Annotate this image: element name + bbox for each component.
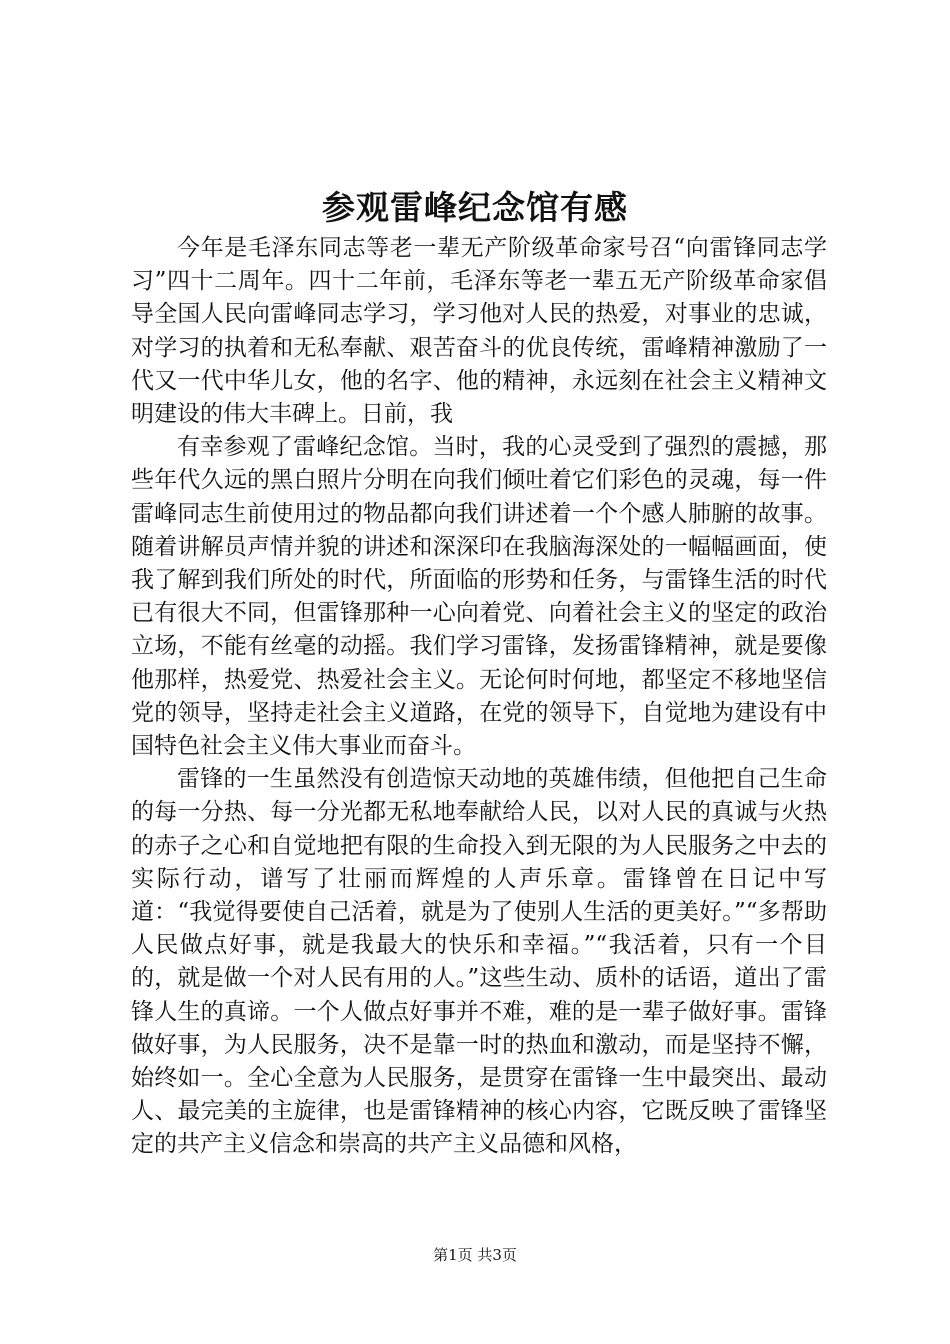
- document-title: 参观雷峰纪念馆有感: [322, 188, 628, 227]
- paragraph: 今年是毛泽东同志等老一辈无产阶级革命家号召“向雷锋同志学习”四十二周年。四十二年前，毛泽东等老一辈五无产阶级革命家倡导全国人民向雷峰同志学习，学习他对人民的热爱，对事业的忠诚，对学习的执着和无私奉献、艰苦奋斗的优良传统，雷峰精神激励了一代又一代中华儿女，他的名字、他的精神，永远刻在社会主义精神文明建设的伟大丰碑上。日前，我: [131, 235, 827, 428]
- page-number-footer: 第1页 共3页: [433, 1246, 517, 1264]
- paragraph: 雷锋的一生虽然没有创造惊天动地的英雄伟绩，但他把自己生命的每一分热、每一分光都无私地奉献给人民，以对人民的真诚与火热的赤子之心和自觉地把有限的生命投入到无限的为人民服务之中去的实际行动，谱写了壮丽而辉煌的人声乐章。雷锋曾在日记中写道：“我觉得要使自己活着，就是为了使别人生活的更美好。”“多帮助人民做点好事，就是我最大的快乐和幸福。”“我活着，只有一个目的，就是做一个对人民有用的人。”这些生动、质朴的话语，道出了雷锋人生的真谛。一个人做点好事并不难，难的是一辈子做好事。雷锋做好事，为人民服务，决不是靠一时的热血和激动，而是坚持不懈，始终如一。全心全意为人民服务，是贯穿在雷锋一生中最突出、最动人、最完美的主旋律，也是雷锋精神的核心内容，它既反映了雷锋坚定的共产主义信念和崇高的共产主义品德和风格，: [131, 766, 827, 1158]
- document-body: [131, 232, 827, 1162]
- paragraph: 有幸参观了雷峰纪念馆。当时，我的心灵受到了强烈的震撼，那些年代久远的黑白照片分明在向我们倾吐着它们彩色的灵魂，每一件雷峰同志生前使用过的物品都向我们讲述着一个个感人肺腑的故事。随着讲解员声情并貌的讲述和深深印在我脑海深处的一幅幅画面，使我了解到我们所处的时代，所面临的形势和任务，与雷锋生活的时代已有很大不同，但雷锋那种一心向着党、向着社会主义的坚定的政治立场，不能有丝毫的动摇。我们学习雷锋，发扬雷锋精神，就是要像他那样，热爱党、热爱社会主义。无论何时何地，都坚定不移地坚信党的领导，坚持走社会主义道路，在党的领导下，自觉地为建设有中国特色社会主义伟大事业而奋斗。: [131, 434, 827, 760]
